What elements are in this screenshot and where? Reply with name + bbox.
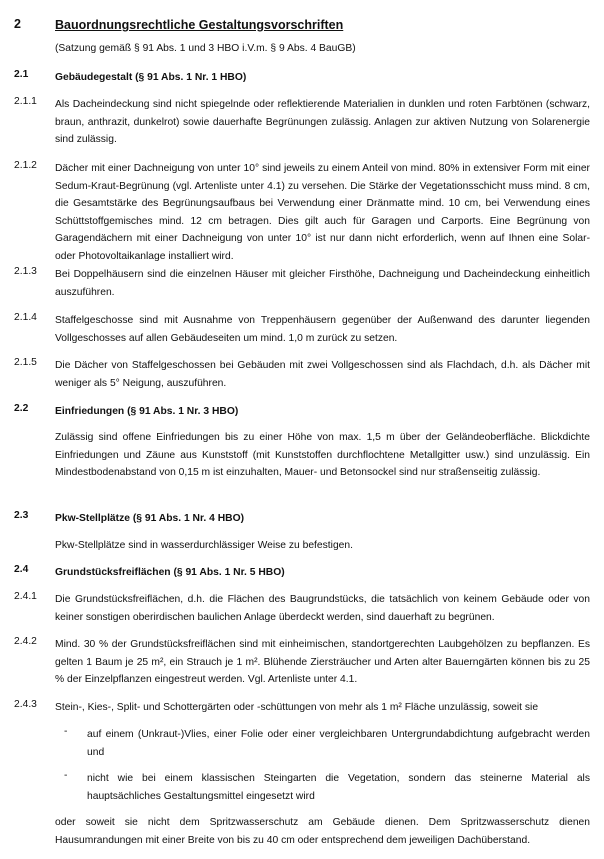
heading-number: 2.3 bbox=[14, 510, 29, 521]
paragraph-number: 2.1.1 bbox=[14, 96, 37, 107]
heading-grundstuecksfreiflaechen: Grundstücksfreiflächen (§ 91 Abs. 1 Nr. 5 HBO) bbox=[55, 567, 285, 578]
heading-number: 2.1 bbox=[14, 69, 29, 80]
paragraph-2-4-3-closing: oder soweit sie nicht dem Spritzwasserschutz am Gebäude dienen. Dem Spritzwasserschutz dienen Hausumrandungen mit einer Breite von bis zu 40 cm oder entsprechend dem jeweiligen Dachüberstand. bbox=[55, 817, 590, 846]
paragraph-2-1-4: Staffelgeschosse sind mit Ausnahme von Treppenhäusern gegenüber der Außenwand des darunter liegenden Vollgeschosses auf allen Gebäudeseiten um mind. 1,0 m zurück zu setzen. bbox=[55, 315, 590, 344]
section-number: 2 bbox=[14, 17, 21, 31]
section-subtitle: (Satzung gemäß § 91 Abs. 1 und 3 HBO i.V.m. § 9 Abs. 4 BauGB) bbox=[55, 43, 356, 54]
paragraph-2-1-1: Als Dacheindeckung sind nicht spiegelnde oder reflektierende Materialien in dunklen und roten Farbtönen (schwarz, braun, anthrazit, dunkelrot) sowie dauerhafte Begrünungen zulässig. Anlagen zur aktiven Nutzung von Solarenergie sind zulässig. bbox=[55, 99, 590, 146]
heading-gebaeudegestalt: Gebäudegestalt (§ 91 Abs. 1 Nr. 1 HBO) bbox=[55, 72, 247, 83]
paragraph-2-1-2: Dächer mit einer Dachneigung von unter 10° sind jeweils zu einem Anteil von mind. 80% in extensiver Form mit einer Sedum-Kraut-Begrünung (vgl. Artenliste unter 4.1) zu versehen. Die Stärke der Vegetationsschicht muss mind. 8 cm, die Gesamtstärke des Begrünungsaufbaus bei Verwendung einer Dränmatte mind. 10 cm, bei Verwendung eines Schüttstoffgemisches mind. 12 cm betragen. Dies gilt auch für Garagen und Carports. Eine Begrünung von Garagendächern mit einer Dachneigung von unter 10° ist nur dann nicht erforderlich, wenn auf Ihnen eine Solar- oder Photovoltaikanlage installiert wird. bbox=[55, 163, 590, 262]
paragraph-2-4-2: Mind. 30 % der Grundstücksfreiflächen sind mit einheimischen, standortgerechten Laubgehölzen zu bepflanzen. Es gelten 1 Baum je 25 m², ein Strauch je 1 m². Blühende Ziersträucher und Arten alter Bauerngärten können bis zu 25 % der Einzelpflanzen eingestreut werden. Vgl. Artenliste unter 4.1. bbox=[55, 639, 590, 686]
bullet-item: auf einem (Unkraut-)Vlies, einer Folie oder einer vergleichbaren Untergrundabdichtung aufgebracht werden und bbox=[87, 729, 590, 758]
heading-stellplaetze: Pkw-Stellplätze (§ 91 Abs. 1 Nr. 4 HBO) bbox=[55, 513, 245, 524]
heading-number: 2.2 bbox=[14, 403, 29, 414]
paragraph-number: 2.4.1 bbox=[14, 591, 37, 602]
section-title: Bauordnungsrechtliche Gestaltungsvorschriften bbox=[55, 18, 344, 32]
bullet-mark: - bbox=[64, 726, 68, 737]
paragraph-number: 2.1.3 bbox=[14, 266, 37, 277]
paragraph-number: 2.4.2 bbox=[14, 636, 37, 647]
heading-number: 2.4 bbox=[14, 564, 29, 575]
bullet-item: nicht wie bei einem klassischen Steingarten die Vegetation, sondern das steinerne Material als hauptsächliches Gestaltungsmittel eingesetzt wird bbox=[87, 773, 590, 802]
paragraph-number: 2.1.5 bbox=[14, 357, 37, 368]
paragraph-number: 2.1.4 bbox=[14, 312, 37, 323]
paragraph-2-4-3: Stein-, Kies-, Split- und Schottergärten oder -schüttungen von mehr als 1 m² Fläche unzulässig, soweit sie bbox=[55, 702, 539, 713]
paragraph-2-1-5: Die Dächer von Staffelgeschossen bei Gebäuden mit zwei Vollgeschossen sind als Flachdach, d.h. als Dächer mit weniger als 5° Neigung, auszuführen. bbox=[55, 360, 590, 389]
paragraph-2-1-3: Bei Doppelhäusern sind die einzelnen Häuser mit gleicher Firsthöhe, Dachneigung und Dacheindeckung einheitlich auszuführen. bbox=[55, 269, 590, 298]
paragraph-number: 2.1.2 bbox=[14, 160, 37, 171]
paragraph-2-2: Zulässig sind offene Einfriedungen bis zu einer Höhe von max. 1,5 m über der Geländeoberfläche. Blickdichte Einfriedungen und Zäune aus Kunststoff (mit Kunststoffen durchflochtene Metallgitter usw.) sind unzulässig. Ein Mindestbodenabstand von 0,15 m ist einzuhalten, Mauer- und Betonsockel sind nur straßenseitig zulässig. bbox=[55, 432, 590, 479]
paragraph-number: 2.4.3 bbox=[14, 699, 37, 710]
paragraph-2-3: Pkw-Stellplätze sind in wasserdurchlässiger Weise zu befestigen. bbox=[55, 540, 353, 551]
heading-einfriedungen: Einfriedungen (§ 91 Abs. 1 Nr. 3 HBO) bbox=[55, 406, 239, 417]
paragraph-2-4-1: Die Grundstücksfreiflächen, d.h. die Flächen des Baugrundstücks, die tatsächlich von keinem Gebäude oder von keiner sonstigen oberirdischen baulichen Anlage überdeckt werden, sind dauerhaft zu begrünen. bbox=[55, 594, 590, 623]
bullet-mark: - bbox=[64, 770, 68, 781]
